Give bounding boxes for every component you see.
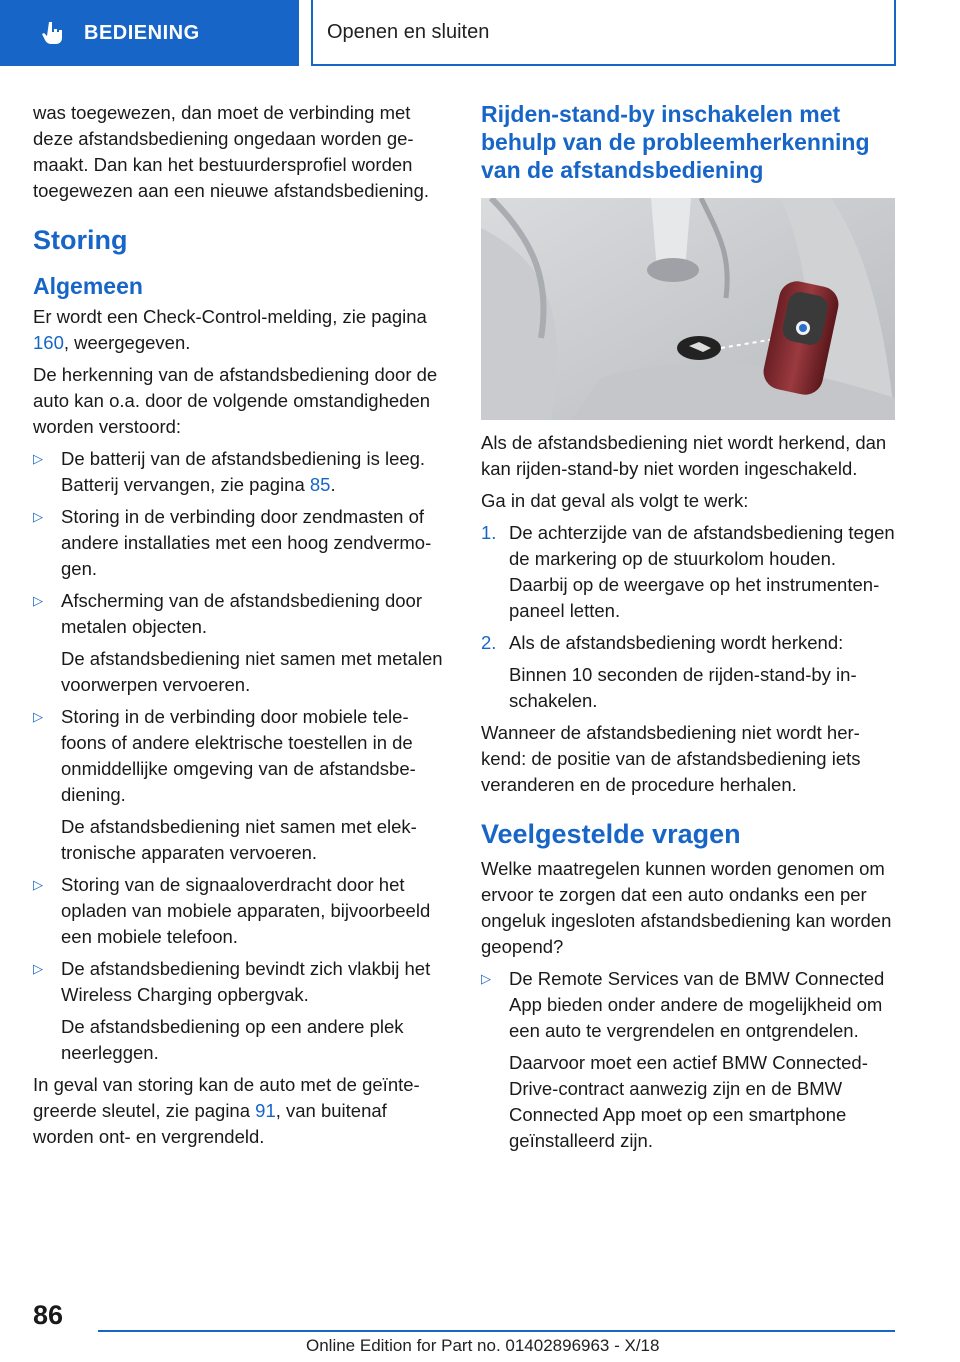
text-segment: , weergegeven. [63,332,191,353]
not-recognized-paragraph: Als de afstandsbediening niet wordt herkend, dan kan rijden-stand-by niet worden ingeschakeld. [481,432,887,479]
footer-edition: Online Edition for Part no. 01402896963 - X/18 [306,1336,660,1355]
bullet-arrow-icon: ▷ [33,709,43,724]
steering-column-key-photo [481,198,895,420]
bullet-arrow-icon: ▷ [33,451,43,466]
page-link-85[interactable]: 85 [309,474,331,495]
left-column [33,100,443,1156]
bullet-arrow-icon: ▷ [33,509,43,524]
list-item [33,504,443,582]
section-label: Openen en sluiten [327,20,490,43]
procedure-intro: Ga in dat geval als volgt te werk: [481,490,749,511]
faq-question: Welke maatregelen kunnen worden genomen om ervoor te zorgen dat een auto ondanks een per ongeluk ingesloten afstandsbediening kan worden geopend? [481,858,892,957]
step-text: Als de afstandsbediening wordt herkend: [509,632,844,653]
heading-algemeen: Algemeen [33,273,143,299]
list-item-subtext: De afstandsbediening niet samen met metalen voorwerpen vervoeren. [61,648,443,695]
list-item-subtext: De afstandsbediening op een andere plek neerleggen. [61,1016,404,1063]
chapter-label: BEDIENING [84,21,200,44]
hand-pointer-icon [40,20,66,46]
step-number: 1. [481,522,497,543]
list-item [33,704,443,808]
list-item [481,966,897,1044]
retry-paragraph: Wanneer de afstandsbediening niet wordt herkend: de positie van de afstandsbediening iets veranderen en de procedure herhalen. [481,722,861,795]
right-column [481,100,897,1160]
text-segment: In geval van storing kan de auto met de geïntegreerde sleutel, zie pagina [33,1074,420,1121]
numbered-step-2 [481,630,897,656]
recognition-paragraph: De herkenning van de afstandsbediening door de auto kan o.a. door de volgende omstandigheden worden verstoord: [33,364,438,437]
intro-paragraph: was toegewezen, dan moet de verbinding met deze afstandsbediening ongedaan worden gemaakt. Dan kan het bestuurdersprofiel worden toegewezen aan een nieuwe afstandsbediening. [33,102,430,201]
page-link-160[interactable]: 160 [33,332,64,353]
numbered-step-1 [481,520,897,624]
list-item-subtext: Daarvoor moet een actief BMW ConnectedDrive-contract aanwezig zijn en de BMW Connected App moet op een smartphone geïnstalleerd zijn. [509,1052,868,1151]
list-item-text: Afscherming van de afstandsbediening door metalen objecten. [61,590,422,637]
list-item-text: De Remote Services van de BMW Connected App bieden onder andere de mogelijkheid om een auto te vergrendelen en ontgrendelen. [509,968,885,1041]
bullet-arrow-icon: ▷ [33,877,43,892]
bullet-arrow-icon: ▷ [33,593,43,608]
step-subtext: Binnen 10 seconden de rijden-stand-by inschakelen. [509,664,857,711]
list-item-subtext: De afstandsbediening niet samen met elektronische apparaten vervoeren. [61,816,417,863]
page-number: 86 [33,1300,64,1330]
page-link-91[interactable]: 91 [255,1100,276,1121]
text-segment: , van buitenaf worden ont- en vergrendeld. [33,1100,387,1147]
step-number: 2. [481,632,497,653]
list-item [33,446,443,498]
chapter-tab[interactable] [0,0,299,66]
list-item-text: Storing in de verbinding door zendmasten of andere installaties met een hoog zendvermogen. [61,506,432,579]
footer-divider [98,1330,895,1332]
text-segment: . [330,474,336,495]
step-text: De achterzijde van de afstandsbediening tegen de markering op de stuurkolom houden. Daarbij op de weergave op het instrumentenpaneel letten. [509,522,895,621]
bullet-arrow-icon: ▷ [481,971,491,986]
list-item-text: Storing in de verbinding door mobiele telefoons of andere elektrische toestellen in de onmiddellijke omgeving van de afstandsbediening. [61,706,416,805]
text-segment: De batterij van de afstandsbediening is leeg. Batterij vervangen, zie pagina [61,448,426,495]
text-segment: Er wordt een Check-Control-melding, zie pagina [33,306,427,327]
heading-veelgestelde-vragen: Veelgestelde vragen [481,819,741,849]
bullet-arrow-icon: ▷ [33,961,43,976]
list-item [33,956,443,1008]
list-item [33,588,443,640]
list-item-text: Storing van de signaaloverdracht door het opladen van mobiele apparaten, bijvoorbeeld een mobiele telefoon. [61,874,431,947]
check-control-paragraph [33,304,443,356]
heading-rijden-stand-by: Rijden-stand-by inschakelen met behulp van de probleemherkenning van de afstandsbediening [481,101,870,183]
section-title [311,0,896,66]
list-item [33,872,443,950]
heading-storing: Storing [33,225,128,255]
integrated-key-paragraph [33,1072,443,1150]
list-item-text: De afstandsbediening bevindt zich vlakbij het Wireless Charging opbergvak. [61,958,431,1005]
